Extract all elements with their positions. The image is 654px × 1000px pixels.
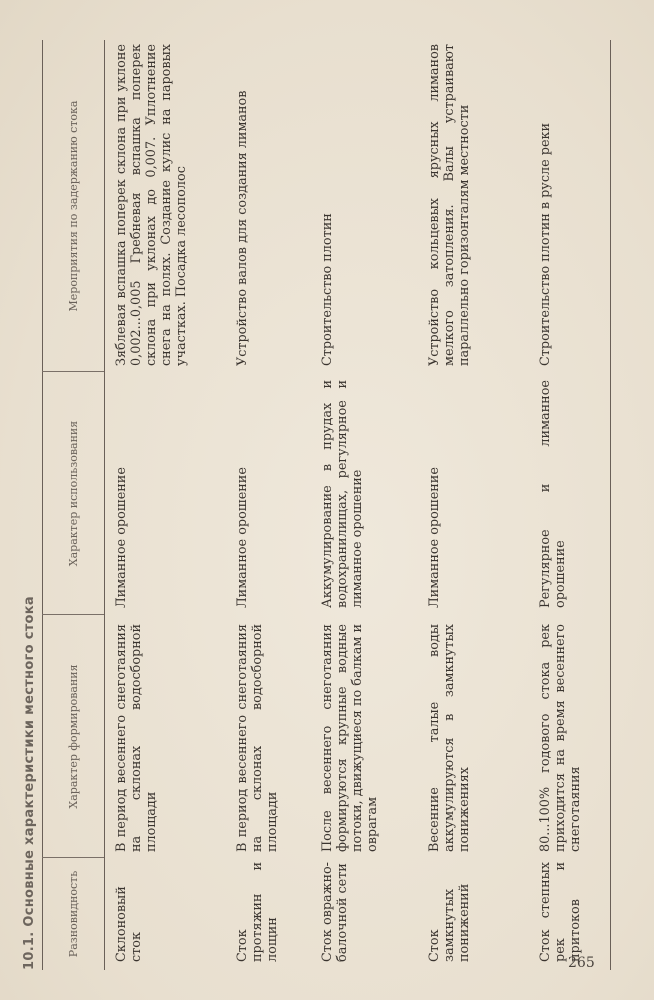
row1-measures: Зяблевая вспашка поперек склона при уклоне 0,002...0,005 Гребневая вспашка поперек склона при уклонах до 0,007. Уплотнение снега на полях. Создание кулис на паровых участках. Посадка лесополос <box>114 44 189 366</box>
table-header-rule <box>104 40 105 970</box>
row4-formation: Весенние талые воды аккумулируются в замкнутых понижениях <box>427 624 472 852</box>
row2-variety: Сток протяжин и лощин <box>235 862 280 962</box>
rotated-table-area <box>20 40 620 970</box>
row5-measures: Строительство плотин в русле реки <box>538 122 553 366</box>
row2-usage: Лиманное орошение <box>235 467 250 608</box>
row2-measures: Устройство валов для создания лиманов <box>235 90 250 366</box>
row5-variety: Сток степных рек и притоков <box>538 862 583 962</box>
table-bottom-rule <box>610 40 611 970</box>
row3-formation: После весеннего снеготаяния формируются крупные водные потоки, движущиеся по балкам и оврагам <box>320 624 380 852</box>
row4-measures: Устройство кольцевых ярусных лиманов мелкого затопления. Валы устраивают параллельно горизонталям местности <box>427 44 472 366</box>
header-formation: Характер формирования <box>66 664 80 809</box>
header-measures: Мероприятия по задержанию стока <box>66 100 80 312</box>
header-usage: Характер использования <box>66 420 80 567</box>
table-caption: 10.1. Основные характеристики местного стока <box>22 596 37 970</box>
row4-variety: Сток замкнутых понижений <box>427 883 472 962</box>
row3-usage: Аккумулирование в прудах и водохранилищах, регулярное и лиманное орошение <box>320 380 365 608</box>
row5-usage: Регулярное и лиманное орошение <box>538 380 568 608</box>
row3-measures: Строительство плотин <box>320 213 335 366</box>
row1-variety: Склоновый сток <box>114 886 144 962</box>
row1-usage: Лиманное орошение <box>114 467 129 608</box>
page-number: 265 <box>568 955 595 971</box>
row4-usage: Лиманное орошение <box>427 467 442 608</box>
characteristics-table <box>42 40 612 970</box>
row5-formation: 80...100% годового стока рек приходится на время весеннего снеготаяния <box>538 624 583 852</box>
row2-formation: В период весеннего снеготаяния на склонах водосборной площади <box>235 624 280 852</box>
row3-variety: Сток овражно-балочной сети <box>320 862 350 962</box>
header-variety: Разновидность <box>66 870 80 958</box>
row1-formation: В период весеннего снеготаяния на склонах водосборной площади <box>114 624 159 852</box>
